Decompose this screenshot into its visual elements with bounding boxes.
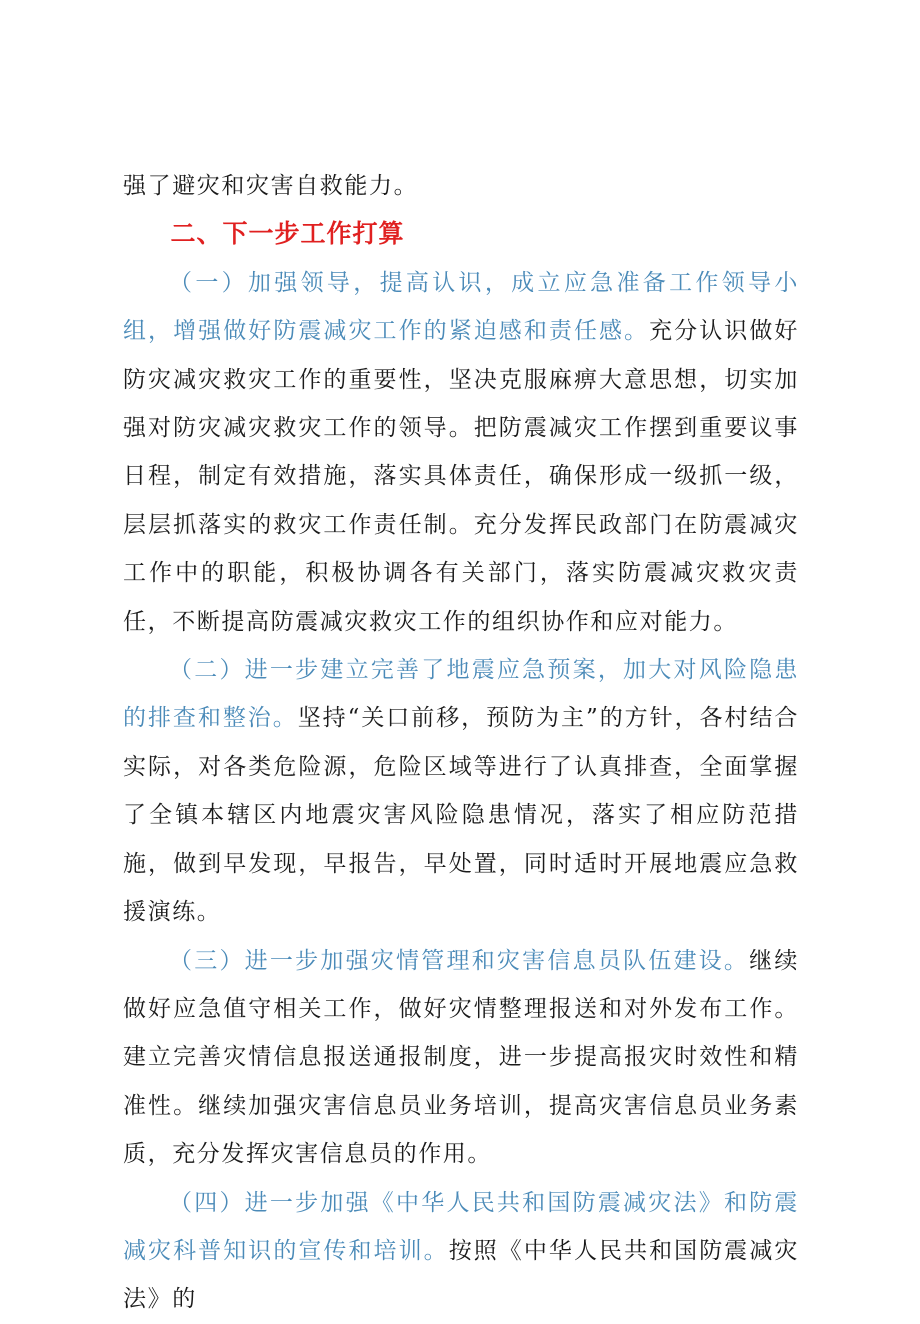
paragraph-text: 强了避灾和灾害自救能力。 xyxy=(123,173,419,199)
paragraph-body: 继续做好应急值守相关工作，做好灾情整理报送和对外发布工作。建立完善灾情信息报送通报制度，进一步提高报灾时效性和精准性。继续加强灾害信息员业务培训，提高灾害信息员业务素质，充分发挥灾害信息员的作用。 xyxy=(123,947,799,1168)
paragraph-body: 按照《中华人民共和国防震减灾法》的 xyxy=(123,1237,799,1313)
paragraph-continuation xyxy=(123,162,799,210)
section-heading-text: 二、下一步工作打算 xyxy=(170,219,405,249)
paragraph-2 xyxy=(123,646,799,936)
paragraph-lead: （四）进一步加强《中华人民共和国防震减灾法》和防震减灾科普知识的宣传和培训。 xyxy=(123,1189,799,1264)
paragraph-lead: （三）进一步加强灾情管理和灾害信息员队伍建设。 xyxy=(169,947,750,974)
paragraph-body: 坚持“关口前移，预防为主”的方针，各村结合实际，对各类危险源，危险区域等进行了认真排查，全面掌握了全镇本辖区内地震灾害风险隐患情况，落实了相应防范措施，做到早发现，早报告，早处置，同时适时开展地震应急救援演练。 xyxy=(123,705,799,926)
paragraph-body: 充分认识做好防灾减灾救灾工作的重要性，坚决克服麻痹大意思想，切实加强对防灾减灾救灾工作的领导。把防震减灾工作摆到重要议事日程，制定有效措施，落实具体责任，确保形成一级抓一级，层层抓落实的救灾工作责任制。充分发挥民政部门在防震减灾工作中的职能，积极协调各有关部门，落实防震减灾救灾责任，不断提高防震减灾救灾工作的组织协作和应对能力。 xyxy=(123,318,799,635)
document-body xyxy=(123,162,799,1324)
paragraph-lead: （一）加强领导，提高认识，成立应急准备工作领导小组，增强做好防震减灾工作的紧迫感和责任感。 xyxy=(123,269,799,345)
paragraph-lead: （二）进一步建立完善了地震应急预案，加大对风险隐患的排查和整治。 xyxy=(123,657,799,732)
paragraph-4 xyxy=(123,1179,799,1324)
section-heading xyxy=(123,210,799,258)
paragraph-3 xyxy=(123,937,799,1179)
paragraph-1 xyxy=(123,259,799,646)
